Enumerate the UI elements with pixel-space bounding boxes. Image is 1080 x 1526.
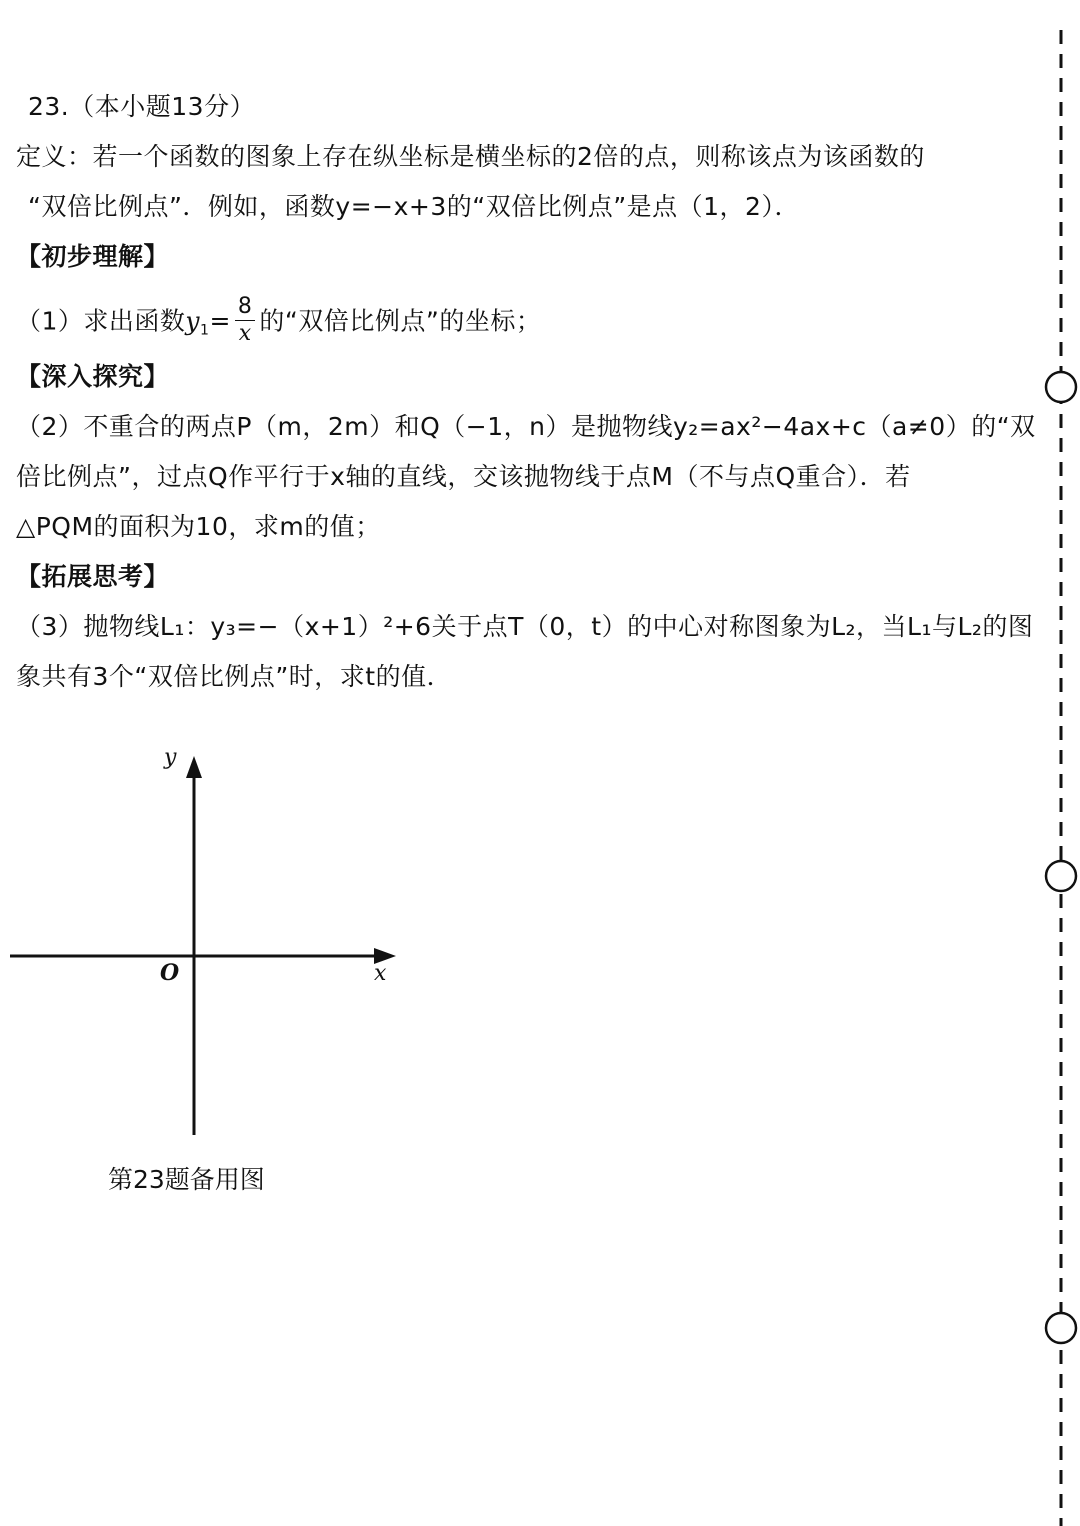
section-heading-deep: 【深入探究】 [16, 362, 170, 391]
definition-line-1: 定义：若一个函数的图象上存在纵坐标是横坐标的2倍的点，则称该点为该函数的 [16, 142, 925, 171]
question-2-line-1: （2）不重合的两点P（m，2m）和Q（−1，n）是抛物线y₂=ax²−4ax+c（a≠0）的“双 [16, 412, 1036, 441]
question-2-line-2: 倍比例点”，过点Q作平行于x轴的直线，交该抛物线于点M（不与点Q重合）．若 [16, 462, 911, 491]
q1-suffix: 的“双倍比例点”的坐标； [259, 306, 542, 336]
definition-line-2: “双倍比例点”．例如，函数y=−x+3的“双倍比例点”是点（1，2）． [28, 192, 800, 221]
q1-function-name: y [185, 306, 201, 336]
binding-margin [1040, 0, 1080, 1526]
problem-header: 23.（本小题13分） [28, 92, 256, 121]
q1-numerator: 8 [235, 296, 256, 321]
q1-denominator: x [238, 321, 252, 346]
question-1 [16, 294, 542, 348]
punch-hole-top [1046, 372, 1076, 402]
q1-equals: = [209, 306, 231, 336]
figure-caption: 第23题备用图 [108, 1165, 265, 1194]
question-2-line-3: △PQM的面积为10，求m的值； [16, 512, 381, 541]
question-3-line-1: （3）抛物线L₁：y₃=−（x+1）²+6关于点T（0，t）的中心对称图象为L₂，当L₁与L₂的图 [16, 612, 1034, 641]
section-heading-extend: 【拓展思考】 [16, 562, 170, 591]
y-axis-label: y [164, 745, 177, 770]
question-3-line-2: 象共有3个“双倍比例点”时，求t的值． [16, 662, 453, 691]
y-axis-arrow [186, 756, 202, 778]
punch-hole-bottom [1046, 1313, 1076, 1343]
punch-hole-middle [1046, 861, 1076, 891]
x-axis-label: x [374, 961, 387, 986]
q1-prefix: （1）求出函数 [16, 306, 186, 336]
q1-function-subscript: 1 [200, 322, 210, 339]
q1-fraction [235, 296, 256, 345]
coordinate-axes-figure [0, 730, 420, 1150]
origin-label: O [160, 960, 180, 986]
section-heading-initial: 【初步理解】 [16, 242, 170, 271]
